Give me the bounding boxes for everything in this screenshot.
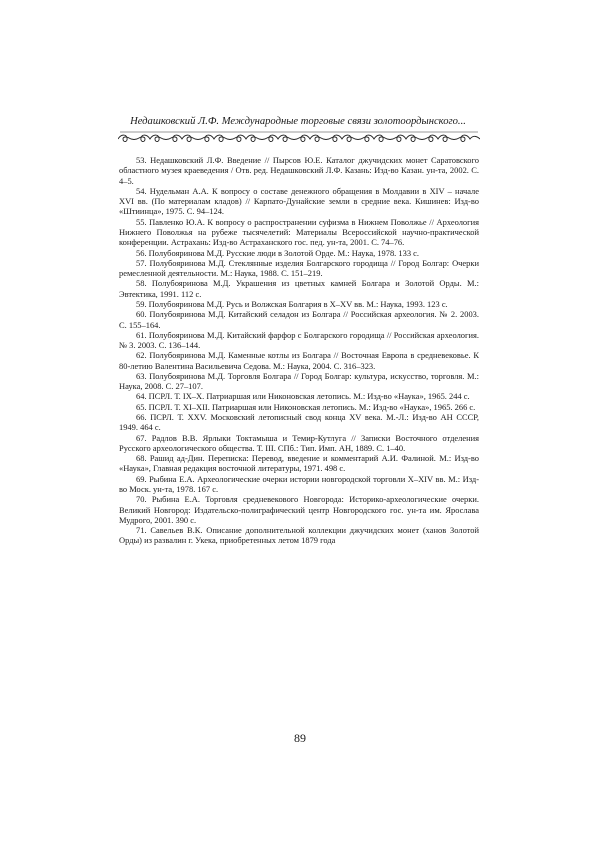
reference-65: 65. ПСРЛ. Т. XI–XII. Патриаршая или Никоновская летопись. М.: Изд-во «Наука», 1965. 266 с. [136, 401, 476, 412]
ornamental-divider [118, 130, 480, 144]
reference-71: 71. Савельев В.К. Описание дополнительной коллекции джучидских монет (ханов Золотой Орды) из развалин г. Укека, приобретенных летом 1879 года [119, 525, 479, 546]
reference-61: 61. Полубояринова М.Д. Китайский фарфор с Болгарского городища // Российская археология. № 3. 2003. С. 136–144. [119, 329, 479, 351]
reference-58: 58. Полубояринова М.Д. Украшения из цветных камней Болгара и Золотой Орды. М.: Эвтектика, 1991. 112 с. [119, 278, 479, 299]
header-author: Недашковский Л.Ф. [130, 116, 220, 127]
reference-56: 56. Полубояринова М.Д. Русские люди в Золотой Орде. М.: Наука, 1978. 133 с. [136, 247, 420, 258]
reference-67: 67. Радлов В.В. Ярлыки Токтамыша и Темир-Кутлуга // Записки Восточного отделения Русского археологического общества. Т. III. СПб.: Тип. Имп. АН, 1889. С. 1–40. [119, 432, 479, 453]
reference-60: 60. Полубояринова М.Д. Китайский селадон из Болгара // Российская археология. № 2. 2003. С. 155–164. [119, 309, 479, 330]
running-header [118, 116, 478, 127]
header-title: Международные торговые связи золотоордынского... [219, 116, 466, 127]
reference-69: 69. Рыбина Е.А. Археологические очерки истории новгородской торговли X–XIV вв. М.: Изд-во Моск. ун-та, 1978. 167 с. [119, 473, 479, 494]
reference-63: 63. Полубояринова М.Д. Торговля Болгара // Город Болгар: культура, искусство, торговля. М.: Наука, 2008. С. 27–107. [119, 370, 479, 392]
reference-59: 59. Полубояринова М.Д. Русь и Волжская Болгария в X–XV вв. М.: Наука, 1993. 123 с. [136, 298, 448, 309]
reference-70: 70. Рыбина Е.А. Торговля средневекового Новгорода: Историко-археологические очерки. Великий Новгород: Издательско-полиграфический центр Новгородского гос. ун-та им. Ярослава Мудрого, 2001. 390 с. [119, 494, 479, 525]
reference-57: 57. Полубояринова М.Д. Стеклянные изделия Болгарского городища // Город Болгар: Очерки ремесленной деятельности. М.: Наука, 1988. С. 151–219. [119, 257, 479, 279]
reference-54: 54. Нудельман А.А. К вопросу о составе денежного обращения в Молдавии в XIV – начале XVI вв. (По материалам кладов) // Карпато-Дунайские земли в средние века. Кишинев: Изд-во «Штиинца», 1975. С. 94–124. [119, 185, 479, 217]
reference-list [119, 155, 479, 546]
reference-62: 62. Полубояринова М.Д. Каменные котлы из Болгара // Восточная Европа в средневековье. К 80-летию Валентина Васильевича Седова. М.: Наука, 2004. С. 316–323. [119, 350, 479, 371]
reference-68: 68. Рашид ад-Дин. Переписка: Перевод, введение и комментарий А.И. Фалиной. М.: Изд-во «Наука», Главная редакция восточной литературы, 1971. 498 с. [119, 453, 479, 474]
reference-53: 53. Недашковский Л.Ф. Введение // Пырсов Ю.Е. Каталог джучидских монет Саратовского областного музея краеведения / Отв. ред. Недашковский Л.Ф. Казань: Изд-во Казан. ун-та, 2002. С. 4–5. [119, 155, 479, 186]
reference-66: 66. ПСРЛ. Т. XXV. Московский летописный свод конца XV века. М.-Л.: Изд-во АН СССР, 1949. 464 с. [119, 412, 479, 433]
reference-64: 64. ПСРЛ. Т. IX–X. Патриаршая или Никоновская летопись. М.: Изд-во «Наука», 1965. 244 с. [136, 391, 470, 402]
reference-55: 55. Павленко Ю.А. К вопросу о распространении суфизма в Нижнем Поволжье // Археология Нижнего Поволжья на рубеже тысячелетий: Материалы Всероссийской научно-практической конференции. Астрахань: Изд-во Астраханского гос. пед. ун-та, 2001. С. 74–76. [119, 216, 479, 248]
page-number: 89 [294, 731, 306, 745]
